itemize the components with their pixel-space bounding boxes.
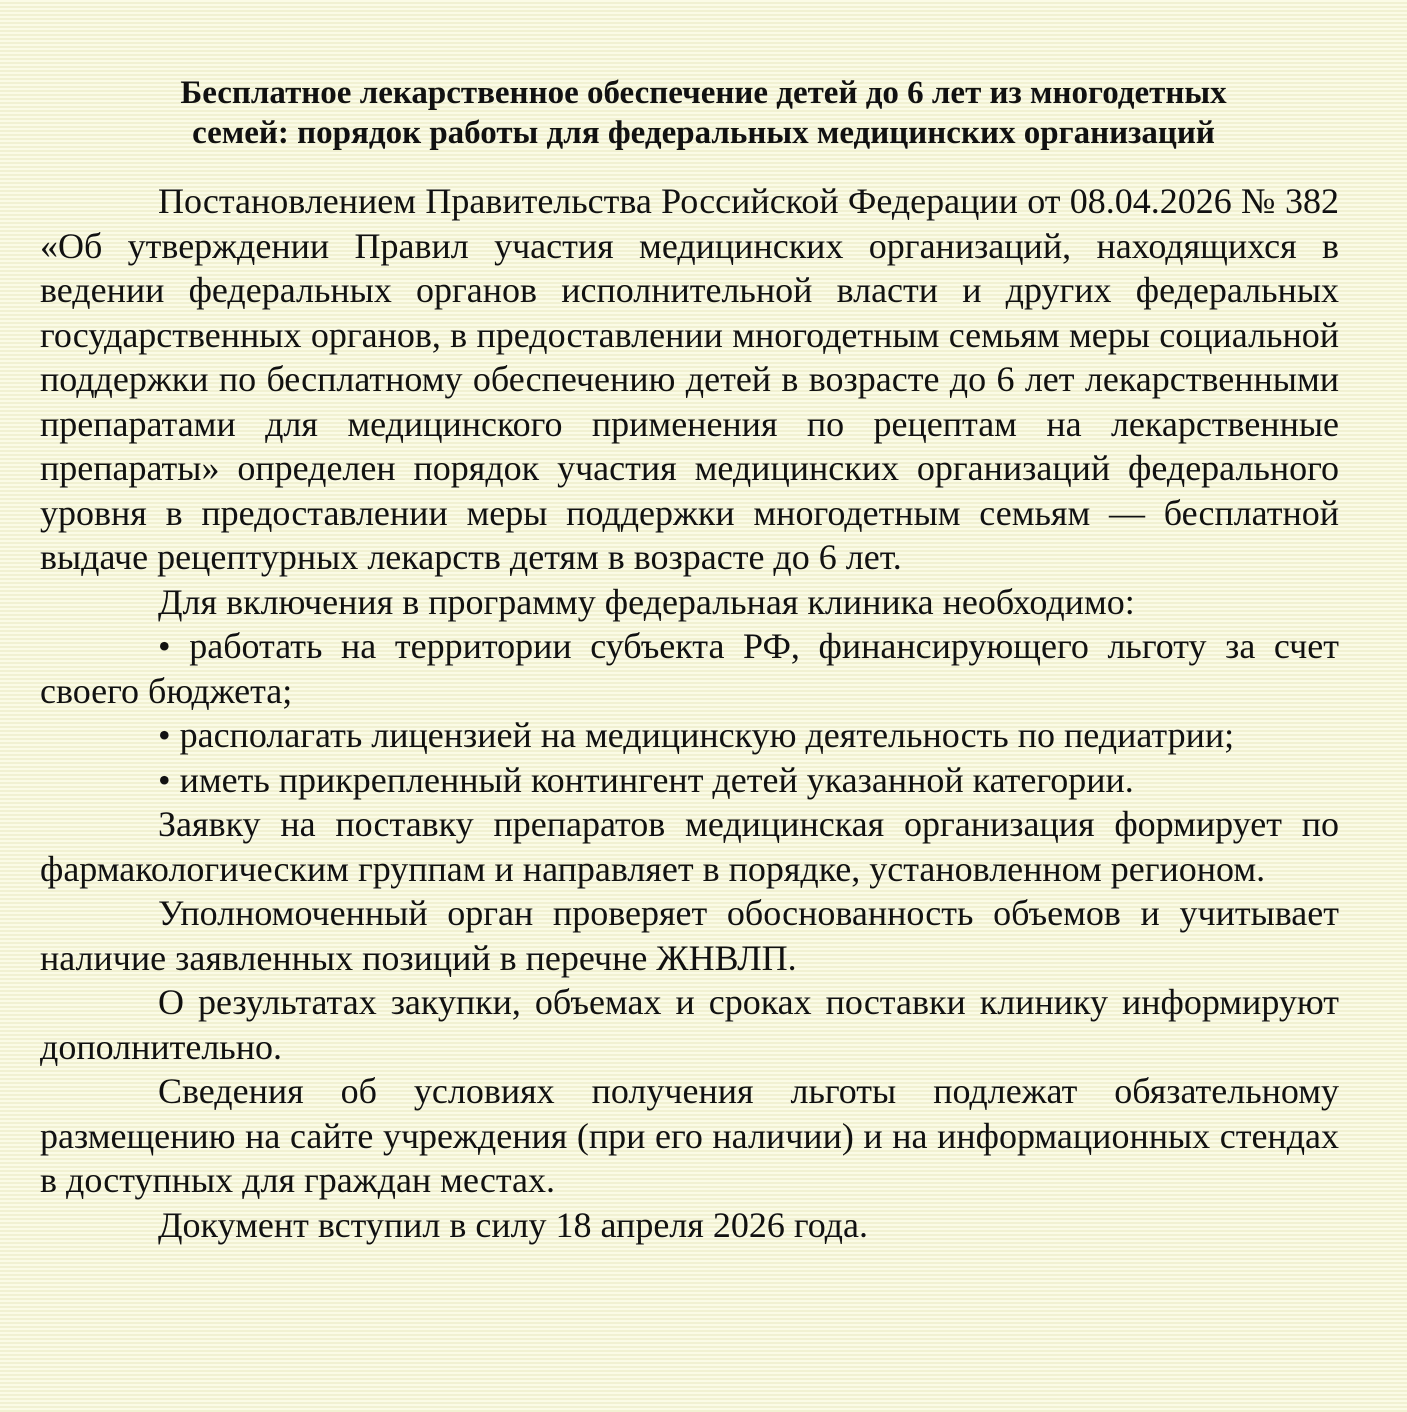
document-title: [40, 73, 1339, 153]
paragraph-authority-check: Уполномоченный орган проверяет обоснованность объемов и учитывает наличие заявленных позиций в перечне ЖНВЛП.: [40, 893, 1339, 978]
bullet-item-license: • располагать лицензией на медицинскую деятельность по педиатрии;: [158, 715, 1235, 755]
title-line: Бесплатное лекарственное обеспечение детей до 6 лет из многодетных: [180, 75, 1227, 111]
paragraph-information-placement: Сведения об условиях получения льготы подлежат обязательному размещению на сайте учреждения (при его наличии) и на информационных стендах в доступных для граждан местах.: [40, 1071, 1339, 1200]
paragraph-requirements-intro: Для включения в программу федеральная клиника необходимо:: [158, 581, 1135, 622]
paragraph-resolution: Постановлением Правительства Российской Федерации от 08.04.2026 № 382 «Об утверждении Правил участия медицинских организаций, находящихся в ведении федеральных органов исполнительной власти и других федеральных государственных органов, в предоставлении многодетным семьям меры социальной поддержки по бесплатному обеспечению детей в возрасте до 6 лет лекарственными препаратами для медицинского применения по рецептам на лекарственные препараты» определен порядок участия медицинских организаций федерального уровня в предоставлении меры поддержки многодетным семьям — бесплатной выдаче рецептурных лекарств детям в возрасте до 6 лет.: [40, 181, 1339, 577]
paragraph-application: Заявку на поставку препаратов медицинская организация формирует по фармакологическим группам и направляет в порядке, установленном регионом.: [40, 804, 1339, 889]
paragraph-procurement-results: О результатах закупки, объемах и сроках поставки клинику информируют дополнительно.: [40, 982, 1339, 1067]
bullet-item-territory: • работать на территории субъекта РФ, финансирующего льготу за счет своего бюджета;: [40, 626, 1339, 711]
title-line: семей: порядок работы для федеральных медицинских организаций: [192, 115, 1215, 151]
document-body: [40, 179, 1339, 1247]
bullet-item-contingent: • иметь прикрепленный контингент детей указанной категории.: [158, 759, 1134, 800]
paragraph-effective-date: Документ вступил в силу 18 апреля 2026 года.: [158, 1204, 868, 1245]
